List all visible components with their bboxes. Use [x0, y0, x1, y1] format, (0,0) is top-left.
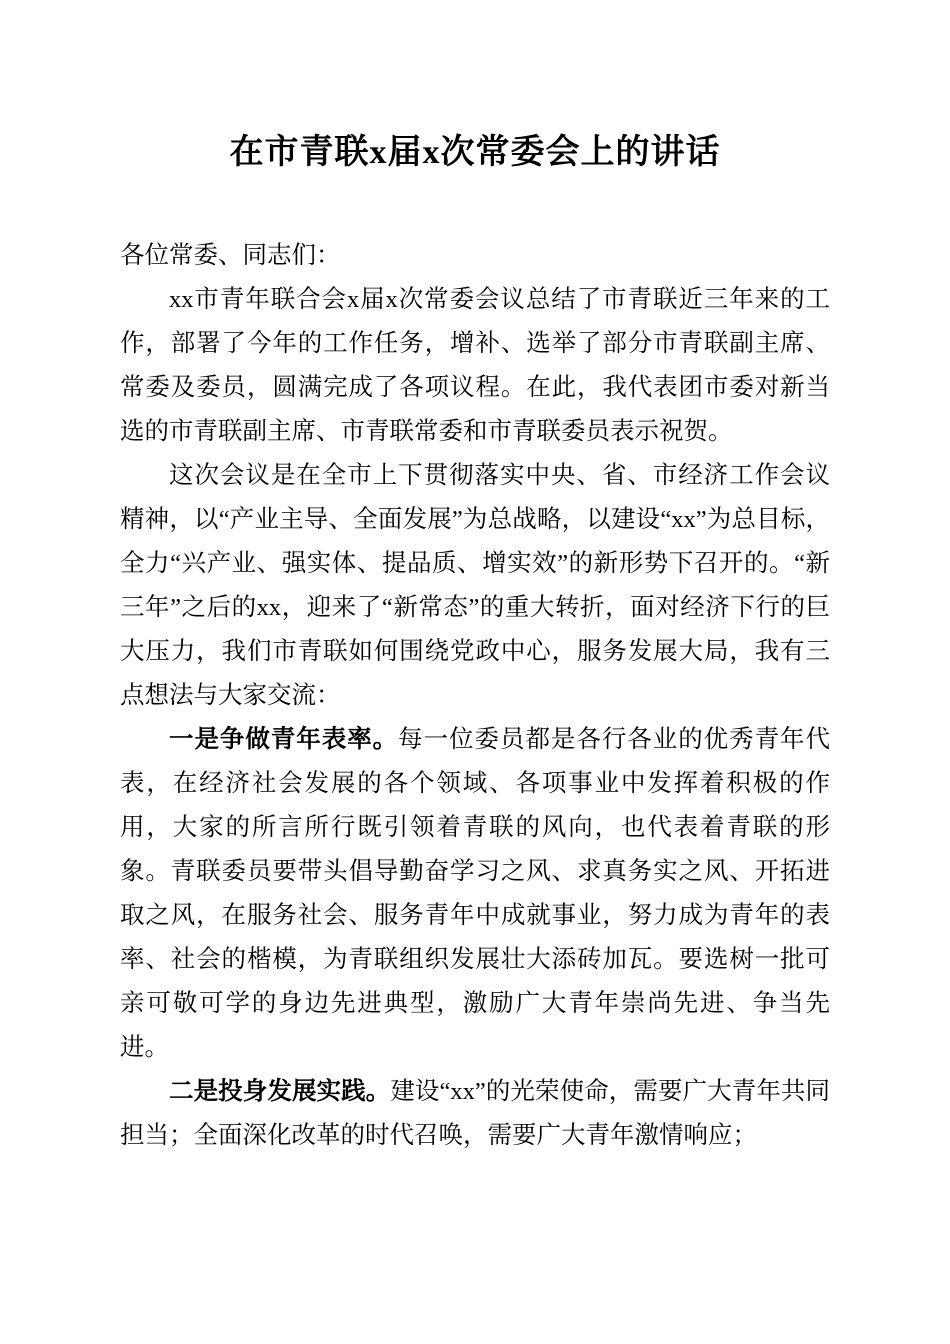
paragraph	[120, 1070, 830, 1158]
paragraph-text: 每一位委员都是各行各业的优秀青年代表，在经济社会发展的各个领域、各项事业中发挥着积极的作用，大家的所言所行既引领着青联的风向，也代表着青联的形象。青联委员要带头倡导勤奋学习之风、求真务实之风、开拓进取之风，在服务社会、服务青年中成就事业，努力成为青年的表率、社会的楷模，为青联组织发展壮大添砖加瓦。要选树一批可亲可敬可学的身边先进典型，激励广大青年崇尚先进、争当先进。	[120, 726, 830, 1061]
paragraph	[120, 718, 830, 1070]
document-title: 在市青联x届x次常委会上的讲话	[229, 134, 721, 171]
paragraph	[120, 278, 830, 454]
paragraph-lead: 一是争做青年表率。	[169, 726, 399, 753]
paragraph-text: xx市青年联合会x届x次常委会议总结了市青联近三年来的工作，部署了今年的工作任务，增补、选举了部分市青联副主席、常委及委员，圆满完成了各项议程。在此，我代表团市委对新当选的市青联副主席、市青联常委和市青联委员表示祝贺。	[120, 286, 830, 445]
paragraph-text: 这次会议是在全市上下贯彻落实中央、省、市经济工作会议精神，以“产业主导、全面发展”为总战略，以建设“xx”为总目标，全力“兴产业、强实体、提品质、增实效”的新形势下召开的。“新三年”之后的xx，迎来了“新常态”的重大转折，面对经济下行的巨大压力，我们市青联如何围绕党政中心，服务发展大局，我有三点想法与大家交流：	[120, 462, 830, 709]
paragraph-text: 建设“xx”的光荣使命，需要广大青年共同担当；全面深化改革的时代召唤，需要广大青年激情响应；	[120, 1078, 830, 1149]
salutation-line: 各位常委、同志们：	[120, 242, 341, 269]
document-body	[120, 234, 830, 1158]
paragraph	[120, 454, 830, 718]
paragraph-lead: 二是投身发展实践。	[169, 1078, 391, 1105]
